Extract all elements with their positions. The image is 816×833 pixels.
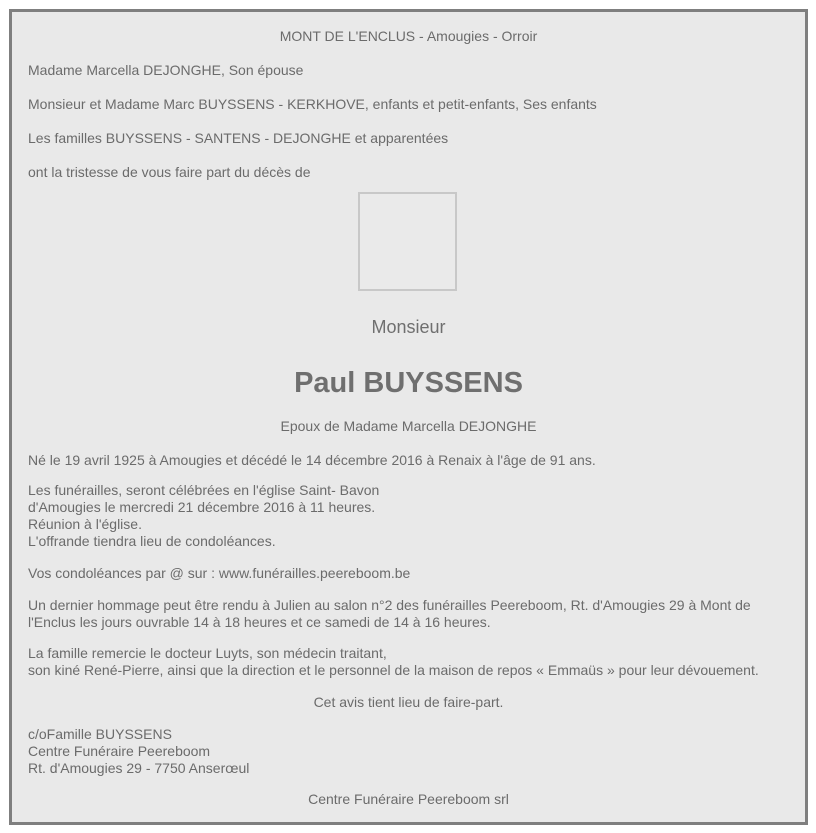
family-line-relatives: Les familles BUYSSENS - SANTENS - DEJONGHE et apparentées <box>28 130 449 146</box>
funeral-paragraph <box>28 482 379 550</box>
tribute-line: l'Enclus les jours ouvrable 14 à 18 heures et ce samedi de 14 à 16 heures. <box>28 614 491 630</box>
notice-line: Cet avis tient lieu de faire-part. <box>313 694 504 710</box>
funeral-line: Réunion à l'église. <box>28 516 142 532</box>
address-line: Rt. d'Amougies 29 - 7750 Anserœul <box>28 760 250 776</box>
funeral-line: L'offrande tiendra lieu de condoléances. <box>28 533 276 549</box>
location-header: MONT DE L'ENCLUS - Amougies - Orroir <box>279 28 538 44</box>
obituary-card <box>9 9 808 825</box>
tribute-line: Un dernier hommage peut être rendu à Julien au salon n°2 des funérailles Peereboom, Rt. d'Amougies 29 à Mont de <box>28 597 751 613</box>
thanks-line: La famille remercie le docteur Luyts, son médecin traitant, <box>28 645 387 661</box>
family-line-spouse: Madame Marcella DEJONGHE, Son épouse <box>28 62 304 78</box>
portrait-photo-placeholder <box>358 192 457 291</box>
honorific: Monsieur <box>371 317 446 337</box>
spouse-line: Epoux de Madame Marcella DEJONGHE <box>280 418 537 434</box>
address-line: c/oFamille BUYSSENS <box>28 726 172 742</box>
address-line: Centre Funéraire Peereboom <box>28 743 211 759</box>
birth-death-line: Né le 19 avril 1925 à Amougies et décédé le 14 décembre 2016 à Renaix à l'âge de 91 ans. <box>28 452 596 468</box>
deceased-name: Paul BUYSSENS <box>294 367 523 399</box>
thanks-paragraph <box>28 645 759 679</box>
family-line-children: Monsieur et Madame Marc BUYSSENS - KERKHOVE, enfants et petit-enfants, Ses enfants <box>28 96 597 112</box>
funeral-line: Les funérailles, seront célébrées en l'église Saint- Bavon <box>28 482 380 498</box>
thanks-line: son kiné René-Pierre, ainsi que la direction et le personnel de la maison de repos « Emmaüs » pour leur dévouement. <box>28 662 759 678</box>
tribute-paragraph <box>28 597 751 631</box>
address-block <box>28 726 249 777</box>
condolences-line: Vos condoléances par @ sur : www.funérailles.peereboom.be <box>28 565 411 581</box>
footer-company: Centre Funéraire Peereboom srl <box>308 791 509 807</box>
announcement-line: ont la tristesse de vous faire part du décès de <box>28 164 311 180</box>
funeral-line: d'Amougies le mercredi 21 décembre 2016 à 11 heures. <box>28 499 376 515</box>
